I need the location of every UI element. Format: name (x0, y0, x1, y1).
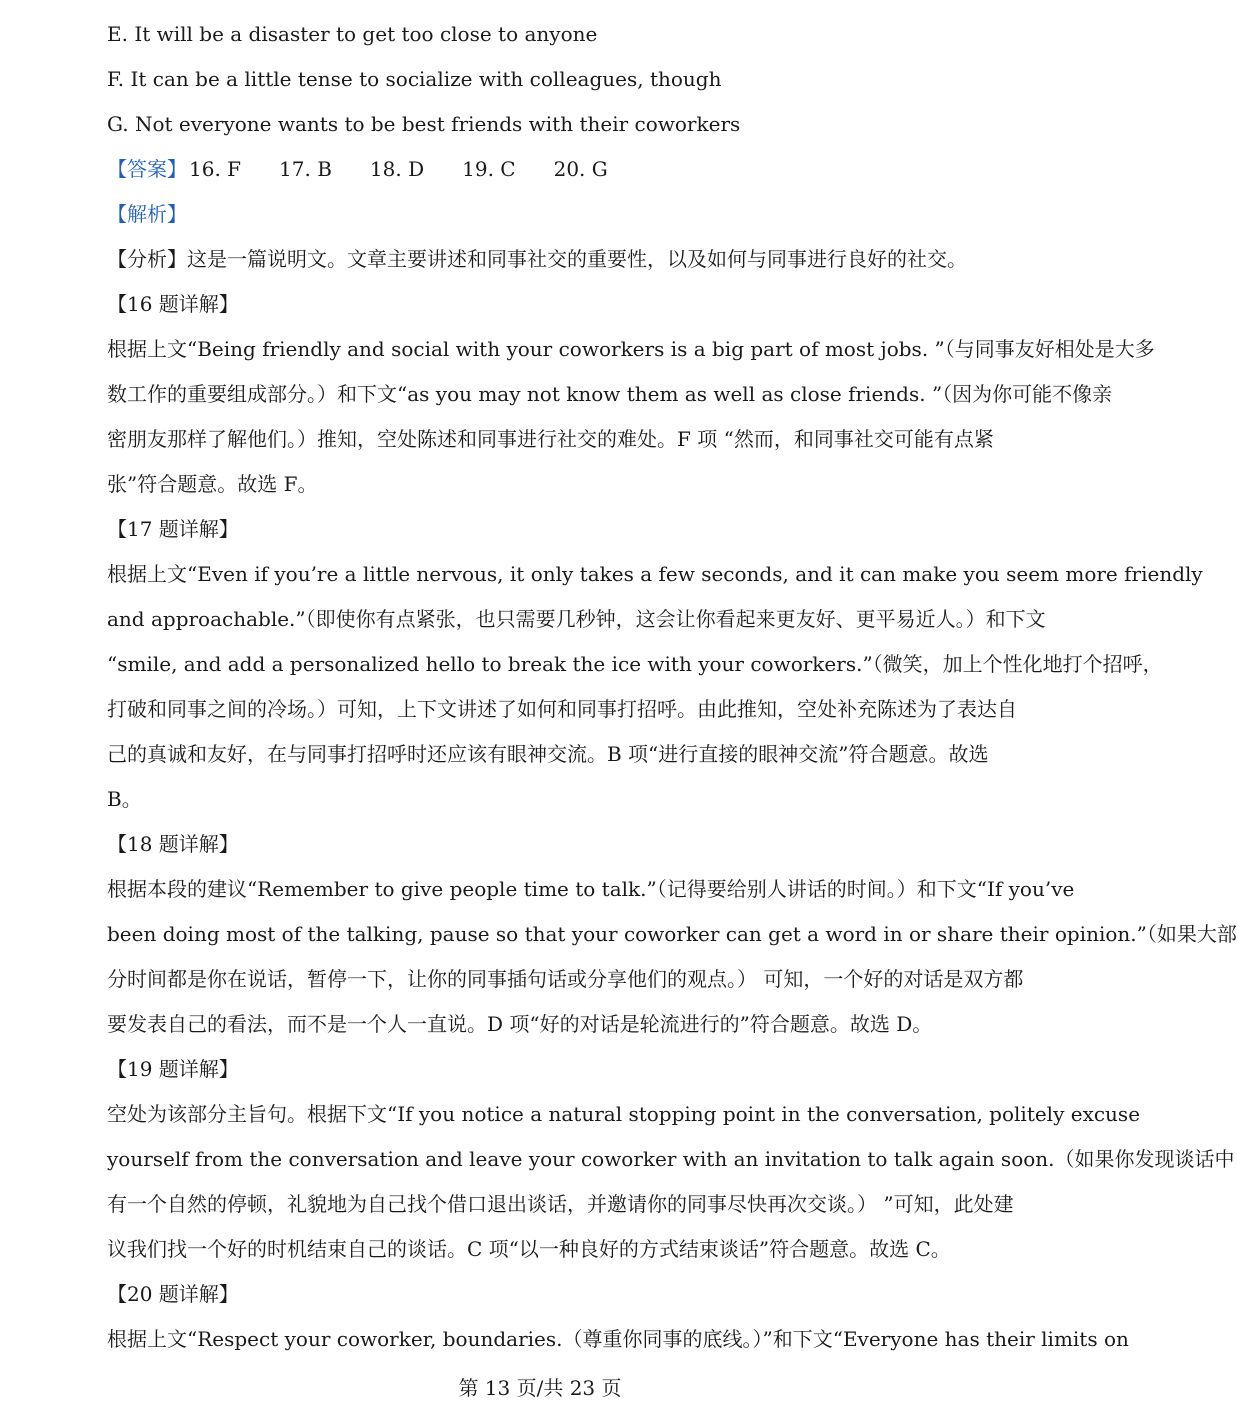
body-line: 根据上文“Respect your coworker, boundaries.（尊重你同事的底线。）”和下文“Everyone has their limits on (107, 1327, 1129, 1351)
option-f: F. It can be a little tense to socialize with colleagues, though (107, 67, 722, 91)
body-line: 数工作的重要组成部分。）和下文“as you may not know them as well as close friends. ”（因为你可能不像亲 (107, 382, 1113, 406)
body-line: 议我们找一个好的时机结束自己的谈话。C 项“以一种良好的方式结束谈话”符合题意。故选 C。 (107, 1237, 951, 1261)
body-line: 根据上文“Even if you’re a little nervous, it only takes a few seconds, and it can make you seem more friendly (107, 562, 1203, 586)
q17-heading: 【17 题详解】 (107, 517, 239, 541)
answer-19: 19. C (462, 157, 516, 181)
answer-line (107, 154, 1042, 184)
body-line: been doing most of the talking, pause so that your coworker can get a word in or share their opinion.”（如果大部 (107, 922, 1237, 946)
answer-16: 16. F (189, 157, 242, 181)
body-line: 分时间都是你在说话，暂停一下，让你的同事插句话或分享他们的观点。） 可知，一个好的对话是双方都 (107, 967, 1024, 991)
page-number: 第 13 页/共 23 页 (458, 1376, 622, 1400)
body-line: 空处为该部分主旨句。根据下文“If you notice a natural stopping point in the conversation, politely excuse (107, 1102, 1141, 1126)
body-line: 要发表自己的看法，而不是一个人一直说。D 项“好的对话是轮流进行的”符合题意。故选 D。 (107, 1012, 933, 1036)
body-line: yourself from the conversation and leave your coworker with an invitation to talk again soon.（如果你发现谈话中 (107, 1147, 1235, 1171)
q16-heading: 【16 题详解】 (107, 292, 239, 316)
q20-heading: 【20 题详解】 (107, 1282, 239, 1306)
q18-heading: 【18 题详解】 (107, 832, 239, 856)
body-line: and approachable.”（即使你有点紧张，也只需要几秒钟，这会让你看起来更友好、更平易近人。）和下文 (107, 607, 1046, 631)
body-line: 己的真诚和友好，在与同事打招呼时还应该有眼神交流。B 项“进行直接的眼神交流”符合题意。故选 (107, 742, 989, 766)
body-line: 有一个自然的停顿，礼貌地为自己找个借口退出谈话，并邀请你的同事尽快再次交谈。） ”可知，此处建 (107, 1192, 1014, 1216)
answer-label: 【答案】 (107, 157, 187, 181)
body-line: B。 (107, 787, 142, 811)
body-line: 根据本段的建议“Remember to give people time to talk.”（记得要给别人讲话的时间。）和下文“If you’ve (107, 877, 1075, 901)
answer-18: 18. D (369, 157, 425, 181)
body-line: 密朋友那样了解他们。）推知，空处陈述和同事进行社交的难处。F 项 “然而，和同事社交可能有点紧 (107, 427, 994, 451)
answer-items (187, 157, 646, 181)
body-line: 根据上文“Being friendly and social with your coworkers is a big part of most jobs. ”（与同事友好相处是大多 (107, 337, 1155, 361)
analysis-summary: 【分析】这是一篇说明文。文章主要讲述和同事社交的重要性，以及如何与同事进行良好的社交。 (107, 247, 967, 271)
answer-17: 17. B (279, 157, 332, 181)
answer-20: 20. G (553, 157, 608, 181)
option-e: E. It will be a disaster to get too close to anyone (107, 22, 598, 46)
analysis-label: 【解析】 (107, 202, 187, 226)
body-line: “smile, and add a personalized hello to break the ice with your coworkers.”（微笑，加上个性化地打个招呼， (107, 652, 1163, 676)
body-line: 打破和同事之间的冷场。）可知，上下文讲述了如何和同事打招呼。由此推知，空处补充陈述为了表达自 (107, 697, 1017, 721)
option-g: G. Not everyone wants to be best friends with their coworkers (107, 112, 741, 136)
q19-heading: 【19 题详解】 (107, 1057, 239, 1081)
body-line: 张”符合题意。故选 F。 (107, 472, 318, 496)
